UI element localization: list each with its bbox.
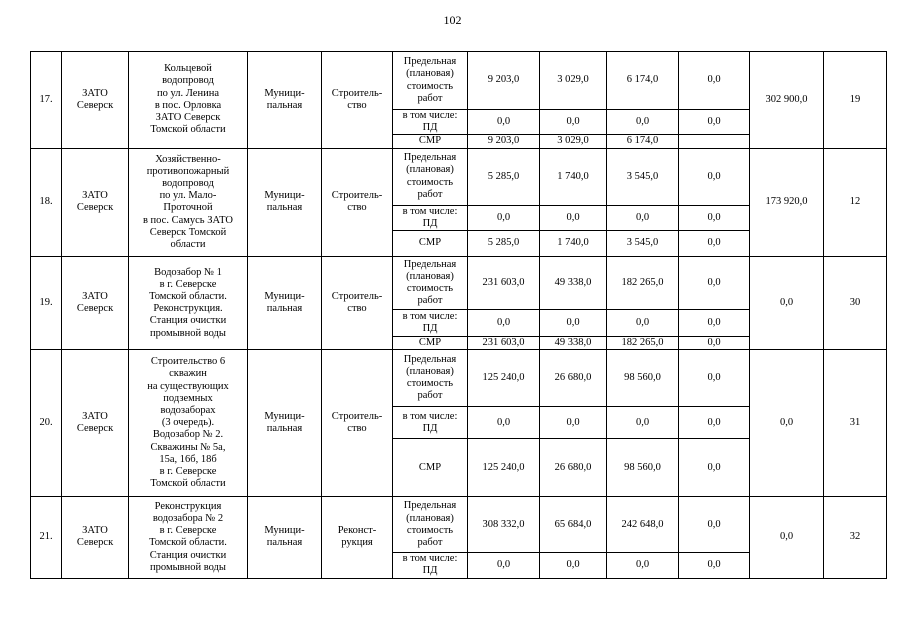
row-number: 19. [31,257,62,350]
value-federal-cell: 49 338,0 [540,337,607,350]
last-column-cell: 12 [824,148,887,256]
value-other-cell: 0,0 [679,110,750,135]
row-number: 18. [31,148,62,256]
table-body [31,52,887,579]
value-federal-cell: 0,0 [540,407,607,439]
value-federal-cell: 1 740,0 [540,231,607,257]
value-other-cell: 0,0 [679,337,750,350]
object-name-cell: Кольцевой водопровод по ул. Ленина в пос. Орловка ЗАТО Северск Томской области [129,52,248,149]
value-total-cell: 125 240,0 [468,439,540,497]
last-column-cell: 30 [824,257,887,350]
page-number: 102 [443,13,462,27]
value-total-cell: 308 332,0 [468,497,540,553]
row-number: 20. [31,350,62,497]
value-other-cell: 0,0 [679,148,750,205]
work-type-cell: Реконст- рукция [322,497,393,578]
object-name-cell: Хозяйственно- противопожарный водопровод по ул. Мало- Проточной в пос. Самусь ЗАТО Северск Томской области [129,148,248,256]
value-other-cell [679,135,750,148]
cost-label-cell: в том числе: ПД [393,310,468,337]
value-regional-cell: 3 545,0 [607,231,679,257]
value-regional-cell: 182 265,0 [607,257,679,310]
value-federal-cell: 3 029,0 [540,135,607,148]
value-total-cell: 0,0 [468,205,540,230]
owner-cell: ЗАТО Северск [62,497,129,578]
value-other-cell: 0,0 [679,52,750,110]
value-total-cell: 125 240,0 [468,350,540,407]
cost-label-cell: в том числе: ПД [393,205,468,230]
ownership-cell: Муници- пальная [248,257,322,350]
owner-cell: ЗАТО Северск [62,350,129,497]
capacity-cell: 0,0 [750,497,824,578]
value-total-cell: 0,0 [468,310,540,337]
cost-label-cell: СМР [393,135,468,148]
value-total-cell: 231 603,0 [468,337,540,350]
value-other-cell: 0,0 [679,497,750,553]
work-type-cell: Строитель- ство [322,350,393,497]
value-federal-cell: 0,0 [540,110,607,135]
row-number: 17. [31,52,62,149]
value-federal-cell: 26 680,0 [540,439,607,497]
value-other-cell: 0,0 [679,257,750,310]
cost-label-cell: Предельная (плановая) стоимость работ [393,52,468,110]
object-name-cell: Водозабор № 1 в г. Северске Томской области. Реконструкция. Станция очистки промывной воды [129,257,248,350]
value-federal-cell: 26 680,0 [540,350,607,407]
last-column-cell: 19 [824,52,887,149]
cost-label-cell: Предельная (плановая) стоимость работ [393,148,468,205]
capacity-cell: 0,0 [750,257,824,350]
value-other-cell: 0,0 [679,231,750,257]
value-other-cell: 0,0 [679,553,750,578]
last-column-cell: 31 [824,350,887,497]
value-total-cell: 9 203,0 [468,135,540,148]
cost-label-cell: СМР [393,337,468,350]
value-other-cell: 0,0 [679,310,750,337]
value-regional-cell: 0,0 [607,553,679,578]
cost-label-cell: СМР [393,231,468,257]
value-federal-cell: 0,0 [540,553,607,578]
ownership-cell: Муници- пальная [248,148,322,256]
capacity-cell: 302 900,0 [750,52,824,149]
value-regional-cell: 6 174,0 [607,52,679,110]
value-regional-cell: 3 545,0 [607,148,679,205]
ownership-cell: Муници- пальная [248,497,322,578]
cost-label-cell: Предельная (плановая) стоимость работ [393,257,468,310]
table-row [31,148,887,205]
capacity-cell: 0,0 [750,350,824,497]
value-other-cell: 0,0 [679,407,750,439]
ownership-cell: Муници- пальная [248,52,322,149]
value-regional-cell: 6 174,0 [607,135,679,148]
owner-cell: ЗАТО Северск [62,257,129,350]
value-other-cell: 0,0 [679,205,750,230]
cost-label-cell: СМР [393,439,468,497]
value-regional-cell: 0,0 [607,407,679,439]
table-row [31,257,887,310]
cost-label-cell: в том числе: ПД [393,407,468,439]
value-federal-cell: 0,0 [540,205,607,230]
value-federal-cell: 1 740,0 [540,148,607,205]
table-row [31,497,887,553]
work-type-cell: Строитель- ство [322,257,393,350]
value-total-cell: 9 203,0 [468,52,540,110]
value-total-cell: 0,0 [468,407,540,439]
capacity-cell: 173 920,0 [750,148,824,256]
value-federal-cell: 3 029,0 [540,52,607,110]
value-total-cell: 231 603,0 [468,257,540,310]
value-regional-cell: 98 560,0 [607,350,679,407]
value-regional-cell: 98 560,0 [607,439,679,497]
value-total-cell: 0,0 [468,110,540,135]
value-regional-cell: 182 265,0 [607,337,679,350]
value-other-cell: 0,0 [679,439,750,497]
owner-cell: ЗАТО Северск [62,52,129,149]
table-row [31,350,887,407]
value-total-cell: 5 285,0 [468,231,540,257]
value-regional-cell: 0,0 [607,205,679,230]
last-column-cell: 32 [824,497,887,578]
object-name-cell: Реконструкция водозабора № 2 в г. Северске Томской области. Станция очистки промывной воды [129,497,248,578]
value-other-cell: 0,0 [679,350,750,407]
work-type-cell: Строитель- ство [322,148,393,256]
value-total-cell: 0,0 [468,553,540,578]
ownership-cell: Муници- пальная [248,350,322,497]
investment-table [30,51,887,579]
work-type-cell: Строитель- ство [322,52,393,149]
table-row [31,52,887,110]
value-federal-cell: 65 684,0 [540,497,607,553]
value-regional-cell: 0,0 [607,310,679,337]
cost-label-cell: в том числе: ПД [393,110,468,135]
value-federal-cell: 0,0 [540,310,607,337]
row-number: 21. [31,497,62,578]
value-regional-cell: 0,0 [607,110,679,135]
cost-label-cell: Предельная (плановая) стоимость работ [393,497,468,553]
object-name-cell: Строительство 6 скважин на существующих подземных водозаборах (3 очередь). Водозабор № 2. Скважины № 5а, 15а, 16б, 18б в г. Северске Томской области [129,350,248,497]
value-total-cell: 5 285,0 [468,148,540,205]
cost-label-cell: в том числе: ПД [393,553,468,578]
value-federal-cell: 49 338,0 [540,257,607,310]
value-regional-cell: 242 648,0 [607,497,679,553]
cost-label-cell: Предельная (плановая) стоимость работ [393,350,468,407]
owner-cell: ЗАТО Северск [62,148,129,256]
